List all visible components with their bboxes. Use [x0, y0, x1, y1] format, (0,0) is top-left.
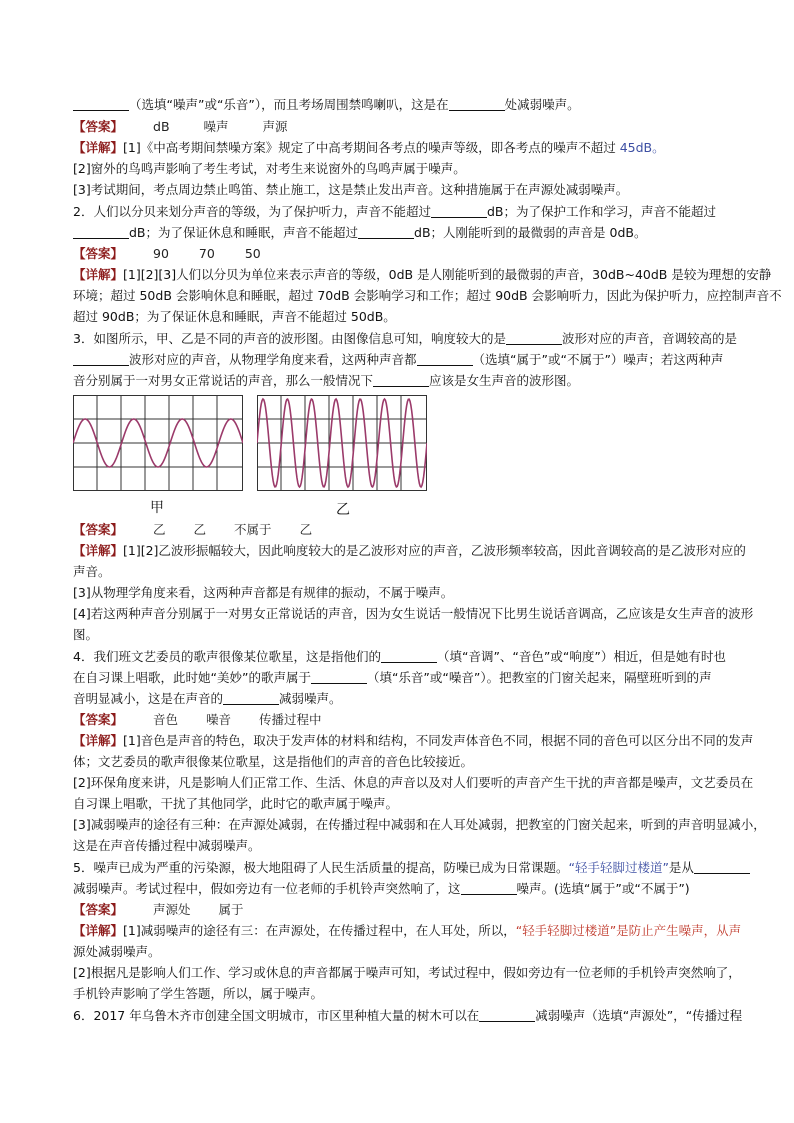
- q4-detail-3b: 这是在声音传播过程中减弱噪声。: [73, 838, 261, 853]
- q6-line1: 6．2017 年乌鲁木齐市创建全国文明城市，市区里种植大量的树木可以在 减弱噪声（选填“声源处”，“传播过程: [73, 1008, 743, 1023]
- q5-detail-2: [2]根据凡是影响人们工作、学习或休息的声音都属于噪声可知，考试过程中，假如旁边有一位老师的手机铃声突然响了，: [73, 965, 741, 980]
- figure-label-jia: 甲: [150, 500, 164, 516]
- q4-detail-2b: 自习课上唱歌，干扰了其他同学，此时它的歌声属于噪声。: [73, 796, 399, 811]
- q4-detail-1b: 体；文艺委员的歌声很像某位歌星，这是指他们的声音的音色比较接近。: [73, 754, 474, 769]
- q3-line2: 波形对应的声音，从物理学角度来看，这两种声音都 （选填“属于”或“不属于”）噪声；若这两种声: [73, 350, 723, 370]
- q4-detail-2: [2]环保角度来讲，凡是影响人们正常工作、生活、休息的声音以及对人们要听的声音产生干扰的声音都是噪声，文艺委员在: [73, 775, 754, 790]
- q4-detail-1: 【详解】[1]音色是声音的特色，取决于发声体的材料和结构，不同发声体音色不同，根据不同的音色可以区分出不同的发声: [73, 733, 754, 748]
- answer-blank: [381, 648, 437, 663]
- q5-answer: 【答案】 声源处 属于: [73, 902, 244, 917]
- q1-line1: （选填“噪声”或“乐音”），而且考场周围禁鸣喇叭，这是在 处减弱噪声。: [73, 95, 723, 115]
- q3-detail-1b: 声音。: [73, 564, 111, 579]
- q5-detail-1: 【详解】[1]减弱噪声的途径有三：在声源处，在传播过程中，在人耳处，所以，“轻手轻脚过楼道”是防止产生噪声，从声: [73, 923, 742, 938]
- answer-blank: [417, 351, 473, 366]
- answer-blank: [461, 880, 517, 895]
- figure-label-yi: 乙: [336, 502, 350, 518]
- q2-line2: dB；为了保证休息和睡眠，声音不能超过 dB；人刚能听到的最微弱的声音是 0dB。: [73, 223, 723, 243]
- q2-detail-1: 【详解】[1][2][3]人们以分贝为单位来表示声音的等级，0dB 是人刚能听到的最微弱的声音，30dB~40dB 是较为理想的安静: [73, 267, 772, 282]
- q4-line1: 4．我们班文艺委员的歌声很像某位歌星，这是指他们的 （填“音调”、“音色”或“响度”）相近，但是她有时也: [73, 649, 726, 664]
- answer-blank: [73, 224, 129, 239]
- q4-answer: 【答案】 音色 噪音 传播过程中: [73, 712, 322, 727]
- answer-blank: [373, 372, 429, 387]
- q1-detail-3: [3]考试期间，考点周边禁止鸣笛、禁止施工，这是禁止发出声音。这种措施属于在声源处减弱噪声。: [73, 182, 629, 197]
- answer-blank: [506, 330, 562, 345]
- q3-detail-1: 【详解】[1][2]乙波形振幅较大，因此响度较大的是乙波形对应的声音，乙波形频率较高，因此音调较高的是乙波形对应的: [73, 543, 746, 558]
- answer-blank: [73, 351, 129, 366]
- q2-detail-2: 环境；超过 50dB 会影响休息和睡眠，超过 70dB 会影响学习和工作；超过 90dB 会影响听力，因此为保护听力，应控制声音不: [73, 288, 782, 303]
- q4-detail-3: [3]减弱噪声的途径有三种：在声源处减弱，在传播过程中减弱和在人耳处减弱，把教室的门窗关起来，听到的声音明显减小，: [73, 817, 766, 832]
- q1-detail-1: 【详解】[1]《中高考期间禁噪方案》规定了中高考期间各考点的噪声等级，即各考点的噪声不超过 45dB。: [73, 140, 665, 155]
- q5-line2: 减弱噪声。考试过程中，假如旁边有一位老师的手机铃声突然响了，这 噪声。(选填“属于”或“不属于”): [73, 881, 690, 896]
- answer-blank: [358, 224, 414, 239]
- answer-blank: [311, 669, 367, 684]
- q1-answer: 【答案】 dB 噪声 声源: [73, 119, 288, 134]
- q3-detail-3: [4]若这两种声音分别属于一对男女正常说话的声音，因为女生说话一般情况下比男生说话音调高，乙应该是女生声音的波形: [73, 606, 754, 621]
- q4-line2: 在自习课上唱歌，此时她“美妙”的歌声属于 （填“乐音”或“噪音”）。把教室的门窗关起来，隔壁班听到的声: [73, 670, 712, 685]
- answer-blank: [223, 690, 279, 705]
- answer-blank: [694, 859, 750, 874]
- q3-detail-3b: 图。: [73, 627, 99, 642]
- q5-detail-1c: 源处减弱噪声。: [73, 944, 161, 959]
- q3-line1: 3．如图所示，甲、乙是不同的声音的波形图。由图像信息可知，响度较大的是 波形对应的声音，音调较高的是: [73, 331, 737, 346]
- answer-blank: [431, 203, 487, 218]
- q2-detail-3: 超过 90dB；为了保证休息和睡眠，声音不能超过 50dB。: [73, 309, 396, 324]
- answer-blank: [449, 96, 505, 111]
- q3-answer: 【答案】 乙 乙 不属于 乙: [73, 522, 313, 537]
- q2-answer: 【答案】 90 70 50: [73, 246, 261, 261]
- grid-jia: [73, 395, 243, 491]
- answer-blank: [479, 1007, 535, 1022]
- q4-line3: 音明显减小，这是在声音的 减弱噪声。: [73, 691, 342, 706]
- q5-line1: 5．噪声已成为严重的污染源，极大地阻碍了人民生活质量的提高，防噪已成为日常课题。“轻手轻脚过楼道”是从: [73, 858, 723, 878]
- waveform-jia: [73, 395, 243, 491]
- waveform-yi: [257, 395, 427, 491]
- q5-detail-2b: 手机铃声影响了学生答题，所以，属于噪声。: [73, 986, 324, 1001]
- answer-blank: [73, 96, 129, 111]
- q2-line1: 2．人们以分贝来划分声音的等级，为了保护听力，声音不能超过 dB；为了保护工作和学习，声音不能超过: [73, 204, 716, 219]
- q3-detail-2: [3]从物理学角度来看，这两种声音都是有规律的振动，不属于噪声。: [73, 585, 454, 600]
- q1-detail-2: [2]窗外的鸟鸣声影响了考生考试，对考生来说窗外的鸟鸣声属于噪声。: [73, 161, 466, 176]
- q3-line3: 音分别属于一对男女正常说话的声音，那么一般情况下 应该是女生声音的波形图。: [73, 373, 580, 388]
